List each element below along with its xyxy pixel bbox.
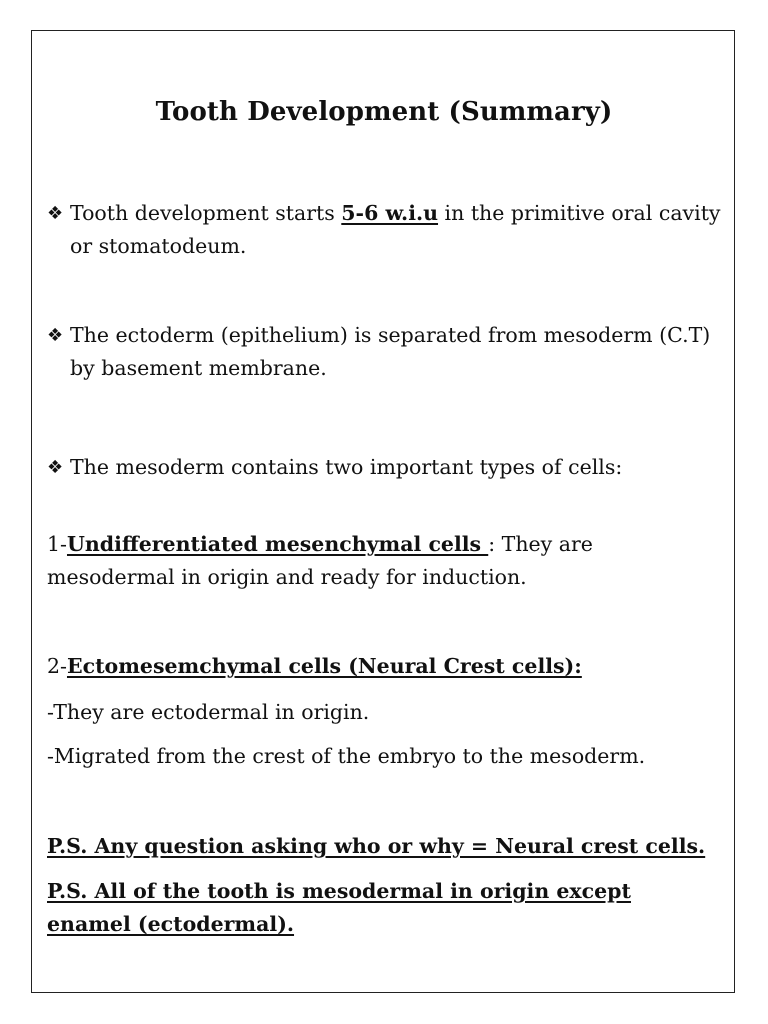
cell-type-separator: : — [488, 532, 502, 556]
diamond-bullet-icon: ❖ — [47, 457, 64, 478]
bullet-emphasis-weeks: 5-6 w.i.u — [341, 201, 439, 225]
bullet-text-after: in the primitive oral cavity or stomatodeum. — [70, 201, 721, 258]
bullet-item-mesoderm — [47, 451, 727, 484]
ps-note: P.S. Any question asking who or why = Neural crest cells. — [47, 834, 706, 858]
diamond-bullet-icon: ❖ — [47, 203, 64, 224]
cell-type-name: Undifferentiated mesenchymal cells — [66, 532, 489, 556]
cell-type-2-point: -Migrated from the crest of the embryo to the mesoderm. — [47, 744, 646, 768]
diamond-bullet-icon: ❖ — [47, 325, 64, 346]
page-title: Tooth Development (Summary) — [155, 97, 613, 127]
bullet-text: The ectoderm (epithelium) is separated from mesoderm (C.T) by basement membrane. — [70, 323, 711, 380]
cell-type-number: 1- — [47, 532, 67, 556]
cell-type-2 — [47, 650, 727, 683]
cell-type-name: Ectomesemchymal cells (Neural Crest cells): — [66, 654, 582, 678]
bullet-text-before: Tooth development starts — [70, 201, 342, 225]
cell-type-2-point: -They are ectodermal in origin. — [47, 700, 370, 724]
bullet-item-start — [47, 197, 727, 263]
cell-type-1 — [47, 528, 727, 594]
cell-type-number: 2- — [47, 654, 67, 678]
bullet-text: The mesoderm contains two important types of cells: — [70, 455, 623, 479]
bullet-item-ectoderm — [47, 319, 727, 385]
ps-note: P.S. All of the tooth is mesodermal in origin except enamel (ectodermal). — [47, 879, 631, 936]
cell-type-description: They are mesodermal in origin and ready for induction. — [47, 532, 593, 589]
